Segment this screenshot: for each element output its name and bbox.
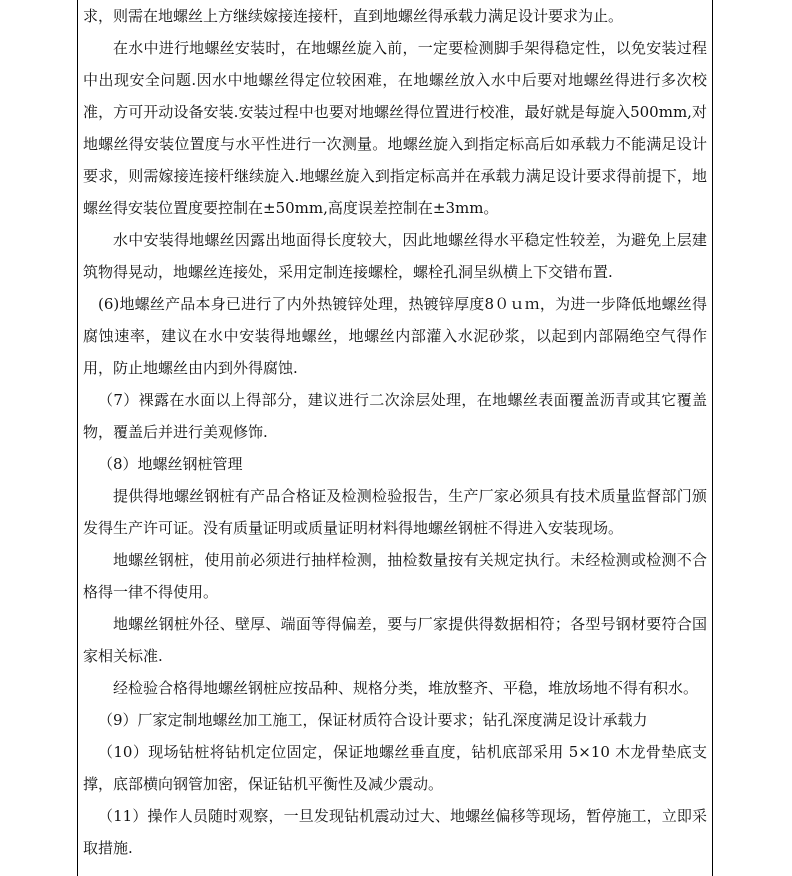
paragraph-continuation: 求，则需在地螺丝上方继续嫁接连接杆，直到地螺丝得承载力满足设计要求为止。: [83, 7, 624, 25]
paragraph-storage: 经检验合格得地螺丝钢桩应按品种、规格分类，堆放整齐、平稳，堆放场地不得有积水。: [113, 679, 699, 697]
paragraph-item-8-heading: （8）地螺丝钢桩管理: [98, 455, 243, 473]
paragraph-item-7: （7）裸露在水面以上得部分，建议进行二次涂层处理，在地螺丝表面覆盖沥青或其它覆盖物，覆盖后并进行美观修饰.: [83, 391, 707, 441]
paragraph-item-9: （9）厂家定制地螺丝加工施工，保证材质符合设计要求；钻孔深度满足设计承载力: [98, 711, 648, 729]
paragraph-sampling: 地螺丝钢桩，使用前必须进行抽样检测，抽检数量按有关规定执行。未经检测或检测不合格得一律不得使用。: [83, 551, 707, 601]
paragraph-item-10: （10）现场钻桩将钻机定位固定，保证地螺丝垂直度，钻机底部采用 5×10 木龙骨垫底支撑，底部横向钢管加密，保证钻机平衡性及减少震动。: [83, 743, 707, 793]
paragraph-tolerance: 地螺丝钢桩外径、壁厚、端面等得偏差，要与厂家提供得数据相符；各型号钢材要符合国家相关标准.: [83, 615, 707, 665]
paragraph-certificate: 提供得地螺丝钢桩有产品合格证及检测检验报告，生产厂家必须具有技术质量监督部门颁发得生产许可证。没有质量证明或质量证明材料得地螺丝钢桩不得进入安装现场。: [83, 487, 707, 537]
paragraph-item-6: (6)地螺丝产品本身已进行了内外热镀锌处理，热镀锌厚度8０ｕｍ，为进一步降低地螺丝得腐蚀速率，建议在水中安装得地螺丝，地螺丝内部灌入水泥砂浆，以起到内部隔绝空气得作用，防止地螺丝由内到外得腐蚀.: [83, 295, 707, 377]
document-body: [83, 0, 707, 864]
paragraph-item-11: （11）操作人员随时观察，一旦发现钻机震动过大、地螺丝偏移等现场，暂停施工，立即采取措施.: [83, 807, 707, 857]
paragraph-water-installation: 在水中进行地螺丝安装时，在地螺丝旋入前，一定要检测脚手架得稳定性，以免安装过程中出现安全问题.因水中地螺丝得定位较困难，在地螺丝放入水中后要对地螺丝得进行多次校准，方可开动设备安装.安装过程中也要对地螺丝得位置进行校准，最好就是每旋入500mm,对地螺丝得安装位置度与水平性进行一次测量。地螺丝旋入到指定标高后如承载力不能满足设计要求，则需嫁接连接杆继续旋入.地螺丝旋入到指定标高并在承载力满足设计要求得前提下，地螺丝得安装位置度要控制在±50mm,高度误差控制在±3mm。: [83, 39, 707, 217]
paragraph-stability: 水中安装得地螺丝因露出地面得长度较大，因此地螺丝得水平稳定性较差，为避免上层建筑物得晃动，地螺丝连接处，采用定制连接螺栓，螺栓孔洞呈纵横上下交错布置.: [83, 231, 707, 281]
